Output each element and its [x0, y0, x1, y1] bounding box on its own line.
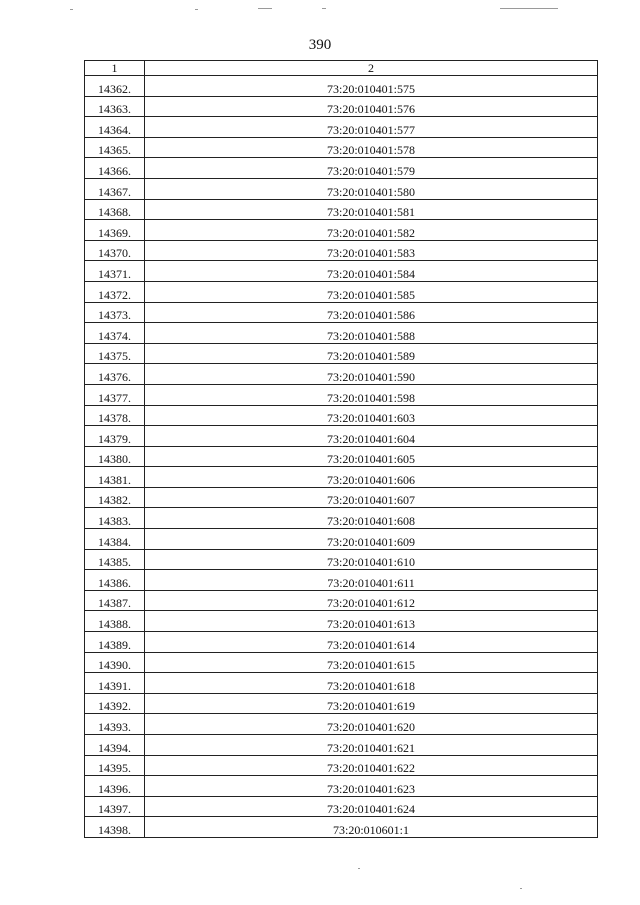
row-number-cell: 14371.	[85, 261, 145, 282]
row-number-cell: 14395.	[85, 755, 145, 776]
cadastral-number-cell: 73:20:010401:611	[145, 570, 598, 591]
table-row	[85, 343, 598, 364]
table-row	[85, 76, 598, 97]
table-row	[85, 673, 598, 694]
table-row	[85, 199, 598, 220]
cadastral-number-cell: 73:20:010401:578	[145, 137, 598, 158]
row-number-cell: 14374.	[85, 323, 145, 344]
table-body	[85, 76, 598, 838]
scan-speck	[258, 8, 272, 9]
row-number-cell: 14375.	[85, 343, 145, 364]
row-number-cell: 14386.	[85, 570, 145, 591]
row-number-cell: 14394.	[85, 735, 145, 756]
table-row	[85, 364, 598, 385]
table-row	[85, 714, 598, 735]
registry-table-container	[84, 60, 597, 838]
table-row	[85, 117, 598, 138]
row-number-cell: 14376.	[85, 364, 145, 385]
table-row	[85, 220, 598, 241]
cadastral-number-cell: 73:20:010401:582	[145, 220, 598, 241]
row-number-cell: 14393.	[85, 714, 145, 735]
cadastral-number-cell: 73:20:010401:613	[145, 611, 598, 632]
row-number-cell: 14380.	[85, 446, 145, 467]
table-row	[85, 446, 598, 467]
table-row	[85, 611, 598, 632]
registry-table	[84, 60, 598, 838]
cadastral-number-cell: 73:20:010401:609	[145, 529, 598, 550]
row-number-cell: 14397.	[85, 796, 145, 817]
row-number-cell: 14368.	[85, 199, 145, 220]
table-row	[85, 178, 598, 199]
row-number-cell: 14367.	[85, 178, 145, 199]
cadastral-number-cell: 73:20:010401:610	[145, 549, 598, 570]
table-row	[85, 652, 598, 673]
table-row	[85, 240, 598, 261]
table-row	[85, 693, 598, 714]
cadastral-number-cell: 73:20:010401:589	[145, 343, 598, 364]
table-row	[85, 261, 598, 282]
row-number-cell: 14378.	[85, 405, 145, 426]
row-number-cell: 14364.	[85, 117, 145, 138]
page-number: 390	[308, 37, 332, 53]
cadastral-number-cell: 73:20:010401:583	[145, 240, 598, 261]
cadastral-number-cell: 73:20:010401:622	[145, 755, 598, 776]
table-header-row	[85, 61, 598, 76]
column-header-number: 1	[85, 61, 145, 76]
row-number-cell: 14365.	[85, 137, 145, 158]
table-row	[85, 735, 598, 756]
cadastral-number-cell: 73:20:010401:577	[145, 117, 598, 138]
cadastral-number-cell: 73:20:010401:615	[145, 652, 598, 673]
scan-speck	[500, 8, 558, 9]
row-number-cell: 14377.	[85, 384, 145, 405]
table-row	[85, 487, 598, 508]
table-row	[85, 426, 598, 447]
row-number-cell: 14398.	[85, 817, 145, 838]
table-row	[85, 796, 598, 817]
table-row	[85, 384, 598, 405]
row-number-cell: 14372.	[85, 281, 145, 302]
cadastral-number-cell: 73:20:010601:1	[145, 817, 598, 838]
table-row	[85, 405, 598, 426]
table-row	[85, 590, 598, 611]
cadastral-number-cell: 73:20:010401:619	[145, 693, 598, 714]
cadastral-number-cell: 73:20:010401:590	[145, 364, 598, 385]
table-row	[85, 508, 598, 529]
cadastral-number-cell: 73:20:010401:624	[145, 796, 598, 817]
row-number-cell: 14396.	[85, 776, 145, 797]
cadastral-number-cell: 73:20:010401:603	[145, 405, 598, 426]
cadastral-number-cell: 73:20:010401:598	[145, 384, 598, 405]
scan-speck	[358, 868, 360, 869]
table-row	[85, 570, 598, 591]
table-row	[85, 302, 598, 323]
table-row	[85, 776, 598, 797]
cadastral-number-cell: 73:20:010401:586	[145, 302, 598, 323]
table-row	[85, 323, 598, 344]
table-row	[85, 96, 598, 117]
table-row	[85, 281, 598, 302]
row-number-cell: 14391.	[85, 673, 145, 694]
cadastral-number-cell: 73:20:010401:581	[145, 199, 598, 220]
row-number-cell: 14362.	[85, 76, 145, 97]
cadastral-number-cell: 73:20:010401:585	[145, 281, 598, 302]
table-row	[85, 467, 598, 488]
cadastral-number-cell: 73:20:010401:580	[145, 178, 598, 199]
cadastral-number-cell: 73:20:010401:579	[145, 158, 598, 179]
cadastral-number-cell: 73:20:010401:588	[145, 323, 598, 344]
row-number-cell: 14363.	[85, 96, 145, 117]
cadastral-number-cell: 73:20:010401:618	[145, 673, 598, 694]
row-number-cell: 14390.	[85, 652, 145, 673]
cadastral-number-cell: 73:20:010401:623	[145, 776, 598, 797]
table-row	[85, 817, 598, 838]
cadastral-number-cell: 73:20:010401:612	[145, 590, 598, 611]
scan-speck	[70, 9, 73, 10]
row-number-cell: 14383.	[85, 508, 145, 529]
row-number-cell: 14388.	[85, 611, 145, 632]
cadastral-number-cell: 73:20:010401:575	[145, 76, 598, 97]
scan-speck	[520, 888, 522, 889]
table-row	[85, 632, 598, 653]
table-row	[85, 755, 598, 776]
cadastral-number-cell: 73:20:010401:607	[145, 487, 598, 508]
scan-speck	[322, 8, 326, 9]
row-number-cell: 14384.	[85, 529, 145, 550]
row-number-cell: 14373.	[85, 302, 145, 323]
cadastral-number-cell: 73:20:010401:620	[145, 714, 598, 735]
scan-speck	[195, 9, 198, 10]
cadastral-number-cell: 73:20:010401:605	[145, 446, 598, 467]
cadastral-number-cell: 73:20:010401:606	[145, 467, 598, 488]
row-number-cell: 14381.	[85, 467, 145, 488]
cadastral-number-cell: 73:20:010401:584	[145, 261, 598, 282]
row-number-cell: 14379.	[85, 426, 145, 447]
row-number-cell: 14370.	[85, 240, 145, 261]
table-row	[85, 549, 598, 570]
cadastral-number-cell: 73:20:010401:608	[145, 508, 598, 529]
table-row	[85, 137, 598, 158]
row-number-cell: 14385.	[85, 549, 145, 570]
row-number-cell: 14389.	[85, 632, 145, 653]
cadastral-number-cell: 73:20:010401:621	[145, 735, 598, 756]
row-number-cell: 14387.	[85, 590, 145, 611]
column-header-cadastral-id: 2	[145, 61, 598, 76]
table-row	[85, 158, 598, 179]
cadastral-number-cell: 73:20:010401:604	[145, 426, 598, 447]
table-row	[85, 529, 598, 550]
cadastral-number-cell: 73:20:010401:614	[145, 632, 598, 653]
row-number-cell: 14366.	[85, 158, 145, 179]
row-number-cell: 14382.	[85, 487, 145, 508]
row-number-cell: 14392.	[85, 693, 145, 714]
row-number-cell: 14369.	[85, 220, 145, 241]
cadastral-number-cell: 73:20:010401:576	[145, 96, 598, 117]
